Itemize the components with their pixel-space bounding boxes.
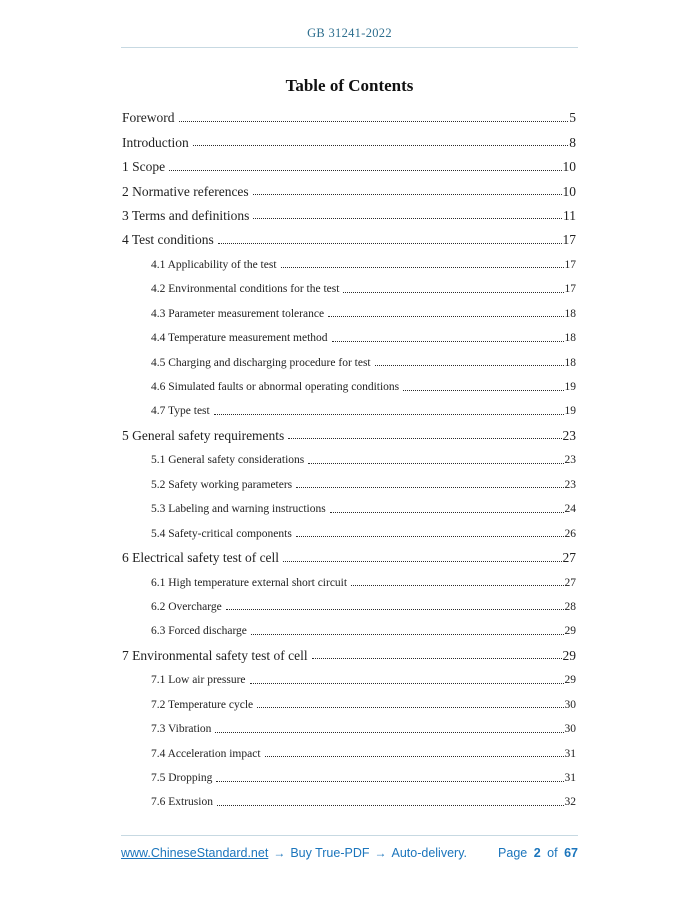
toc-dot-leader <box>375 365 564 366</box>
page-label: Page <box>498 846 528 860</box>
toc-entry <box>122 595 576 619</box>
page-indicator <box>495 846 578 860</box>
toc-entry-page-number: 26 <box>564 527 576 540</box>
toc-entry-page-number: 17 <box>564 283 576 296</box>
toc-dot-leader <box>281 267 564 268</box>
toc-entry-label: 4 Test conditions <box>122 232 214 248</box>
toc-entry-label: 4.2 Environmental conditions for the test <box>151 283 340 296</box>
header-divider <box>121 47 578 48</box>
toc-entry <box>122 766 576 790</box>
toc-entry <box>122 106 576 130</box>
table-of-contents <box>122 106 576 815</box>
toc-entry-label: 4.3 Parameter measurement tolerance <box>151 307 325 320</box>
toc-entry-page-number: 24 <box>564 503 576 516</box>
toc-entry <box>122 375 576 399</box>
toc-dot-leader <box>215 732 563 733</box>
toc-entry-page-number: 11 <box>563 207 576 223</box>
toc-entry-page-number: 17 <box>564 258 576 271</box>
toc-entry-page-number: 19 <box>564 381 576 394</box>
toc-entry <box>122 253 576 277</box>
toc-entry <box>122 448 576 472</box>
toc-entry-label: 6.1 High temperature external short circuit <box>151 576 348 589</box>
toc-entry <box>122 521 576 545</box>
toc-entry-label: 6.3 Forced discharge <box>151 625 247 638</box>
toc-dot-leader <box>283 561 561 562</box>
toc-entry-label: 4.5 Charging and discharging procedure for test <box>151 356 371 369</box>
toc-dot-leader <box>251 634 564 635</box>
toc-entry-page-number: 30 <box>564 698 576 711</box>
arrow-right-icon: → <box>273 846 286 860</box>
toc-entry <box>122 741 576 765</box>
toc-entry-page-number: 23 <box>562 427 576 443</box>
toc-dot-leader <box>218 243 562 244</box>
toc-dot-leader <box>312 658 562 659</box>
arrow-right-icon: → <box>374 846 387 860</box>
toc-entry <box>122 644 576 668</box>
toc-dot-leader <box>296 487 563 488</box>
page-title: Table of Contents <box>285 76 414 95</box>
footer-divider <box>121 835 578 836</box>
toc-entry <box>122 204 576 228</box>
toc-dot-leader <box>250 683 564 684</box>
toc-entry-page-number: 27 <box>564 576 576 589</box>
toc-entry <box>122 473 576 497</box>
toc-dot-leader <box>288 438 561 439</box>
toc-dot-leader <box>253 194 562 195</box>
toc-entry-label: 7.4 Acceleration impact <box>151 747 261 760</box>
document-code: GB 31241-2022 <box>307 26 392 40</box>
toc-entry-page-number: 10 <box>562 183 576 199</box>
toc-entry-label: Introduction <box>122 134 189 150</box>
toc-dot-leader <box>193 145 569 146</box>
toc-dot-leader <box>265 756 564 757</box>
toc-entry-label: 5.3 Labeling and warning instructions <box>151 503 326 516</box>
toc-entry <box>122 717 576 741</box>
toc-entry-page-number: 29 <box>564 674 576 687</box>
toc-entry-page-number: 8 <box>569 134 576 150</box>
toc-entry <box>122 302 576 326</box>
toc-dot-leader <box>179 121 569 122</box>
toc-entry <box>122 130 576 154</box>
toc-entry <box>122 228 576 252</box>
toc-entry-label: 6 Electrical safety test of cell <box>122 550 280 566</box>
toc-dot-leader <box>403 390 563 391</box>
toc-entry-label: 7.5 Dropping <box>151 772 213 785</box>
toc-entry <box>122 668 576 692</box>
toc-entry-page-number: 10 <box>562 159 576 175</box>
toc-entry-page-number: 18 <box>564 332 576 345</box>
toc-entry <box>122 277 576 301</box>
toc-entry <box>122 790 576 814</box>
toc-dot-leader <box>214 414 564 415</box>
toc-entry <box>122 693 576 717</box>
toc-entry <box>122 350 576 374</box>
toc-entry <box>122 424 576 448</box>
toc-entry <box>122 179 576 203</box>
toc-entry-label: Foreword <box>122 110 175 126</box>
toc-entry-page-number: 23 <box>564 454 576 467</box>
toc-entry <box>122 497 576 521</box>
toc-entry-page-number: 29 <box>562 647 576 663</box>
toc-entry-page-number: 5 <box>569 110 576 126</box>
toc-entry-label: 1 Scope <box>122 159 166 175</box>
toc-entry-page-number: 31 <box>564 747 576 760</box>
toc-entry-label: 4.1 Applicability of the test <box>151 258 277 271</box>
toc-entry-label: 2 Normative references <box>122 183 249 199</box>
toc-dot-leader <box>253 218 562 219</box>
toc-entry-page-number: 31 <box>564 772 576 785</box>
toc-entry-label: 5 General safety requirements <box>122 427 285 443</box>
toc-entry-label: 7.1 Low air pressure <box>151 674 246 687</box>
total-page-number: 67 <box>564 846 578 860</box>
toc-dot-leader <box>332 341 564 342</box>
toc-entry-label: 7 Environmental safety test of cell <box>122 647 308 663</box>
toc-entry <box>122 619 576 643</box>
toc-dot-leader <box>257 707 563 708</box>
toc-entry <box>122 570 576 594</box>
toc-dot-leader <box>308 463 563 464</box>
of-label: of <box>547 846 558 860</box>
toc-entry-label: 7.3 Vibration <box>151 723 212 736</box>
toc-entry-label: 3 Terms and definitions <box>122 207 250 223</box>
toc-dot-leader <box>216 781 563 782</box>
toc-entry-page-number: 18 <box>564 356 576 369</box>
toc-dot-leader <box>330 512 564 513</box>
toc-entry-label: 4.4 Temperature measurement method <box>151 332 328 345</box>
toc-entry <box>122 326 576 350</box>
toc-dot-leader <box>343 292 563 293</box>
toc-entry <box>122 155 576 179</box>
toc-dot-leader <box>169 170 561 171</box>
toc-dot-leader <box>351 585 563 586</box>
toc-entry <box>122 399 576 423</box>
toc-entry <box>122 546 576 570</box>
toc-entry-label: 5.2 Safety working parameters <box>151 478 293 491</box>
toc-entry-page-number: 29 <box>564 625 576 638</box>
toc-entry-page-number: 28 <box>564 600 576 613</box>
toc-entry-label: 6.2 Overcharge <box>151 600 222 613</box>
toc-dot-leader <box>328 316 563 317</box>
toc-entry-page-number: 32 <box>564 796 576 809</box>
footer-promo <box>121 846 467 860</box>
toc-entry-page-number: 17 <box>562 232 576 248</box>
toc-entry-page-number: 19 <box>564 405 576 418</box>
toc-entry-label: 4.6 Simulated faults or abnormal operating conditions <box>151 381 400 394</box>
toc-entry-page-number: 27 <box>562 550 576 566</box>
toc-entry-label: 7.6 Extrusion <box>151 796 213 809</box>
toc-entry-label: 7.2 Temperature cycle <box>151 698 254 711</box>
toc-entry-page-number: 18 <box>564 307 576 320</box>
buy-pdf-text: Buy True-PDF <box>290 846 370 860</box>
page-footer <box>121 846 578 860</box>
current-page-number: 2 <box>533 846 541 860</box>
toc-dot-leader <box>217 805 564 806</box>
website-link[interactable]: www.ChineseStandard.net <box>121 846 269 860</box>
toc-entry-page-number: 23 <box>564 478 576 491</box>
toc-entry-label: 5.4 Safety-critical components <box>151 527 292 540</box>
toc-entry-label: 4.7 Type test <box>151 405 210 418</box>
toc-dot-leader <box>296 536 564 537</box>
toc-entry-label: 5.1 General safety considerations <box>151 454 305 467</box>
toc-dot-leader <box>226 609 564 610</box>
toc-entry-page-number: 30 <box>564 723 576 736</box>
auto-delivery-text: Auto-delivery. <box>391 846 467 860</box>
